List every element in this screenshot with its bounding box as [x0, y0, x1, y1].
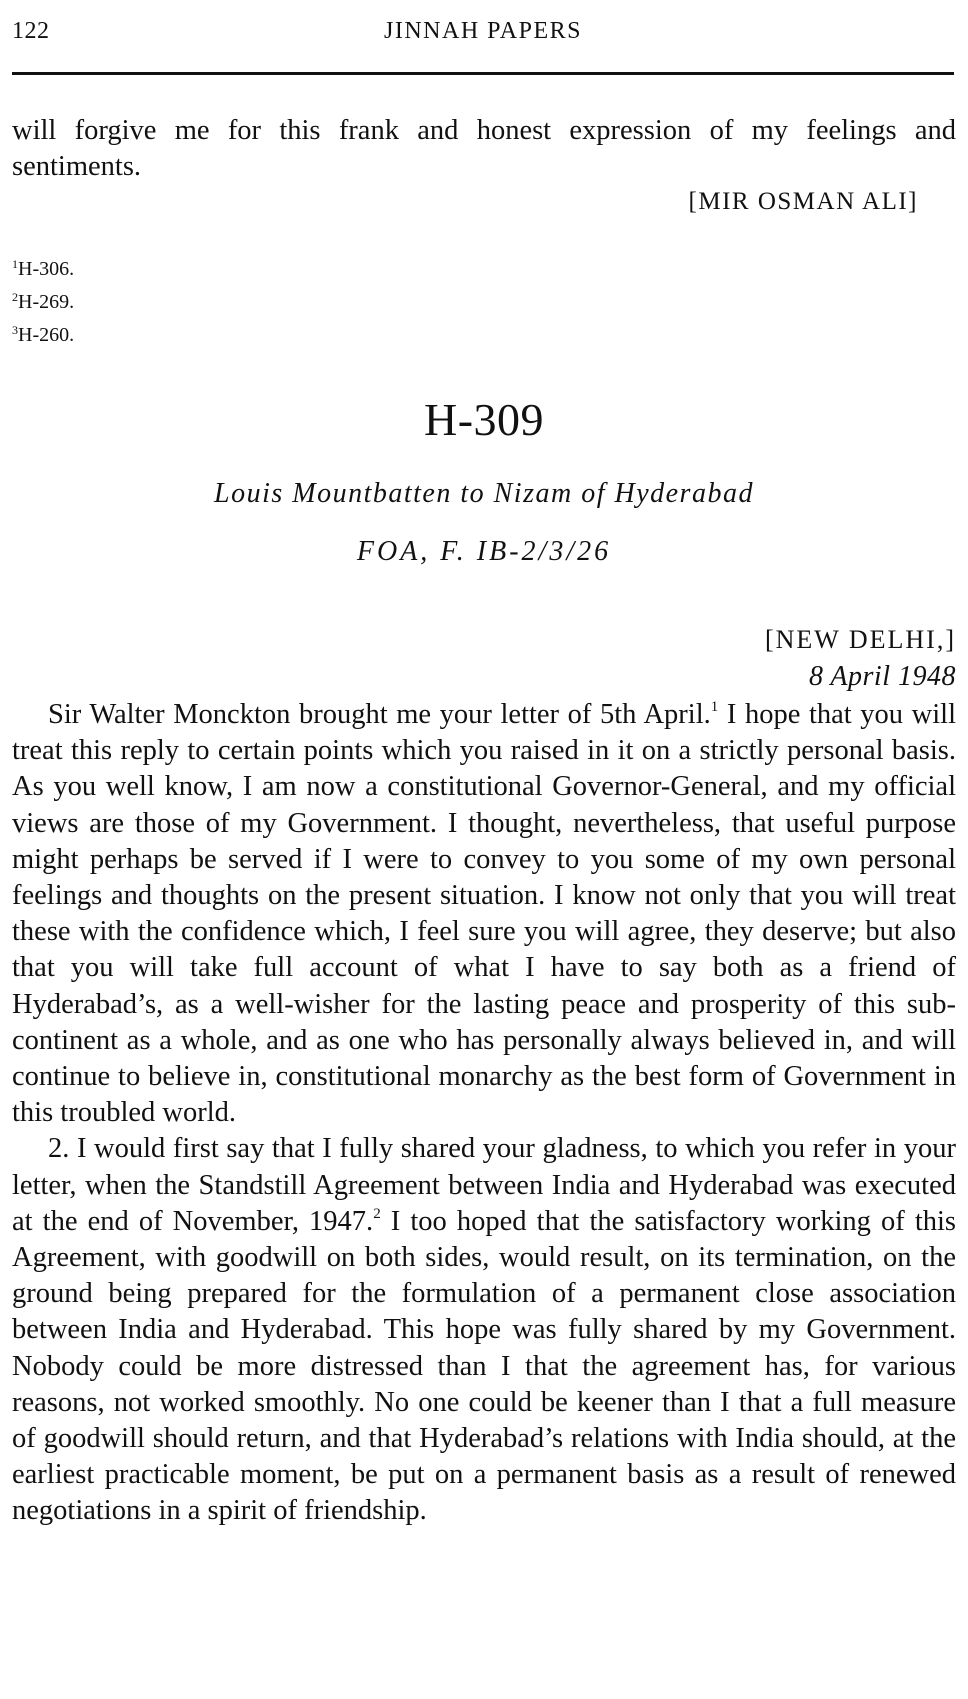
footnote-text: H-269.: [18, 291, 75, 313]
footnote-text: H-260.: [18, 324, 75, 346]
paragraph-2-text-b: I too hoped that the satisfactory working of this Agreement, with goodwill on both sides, would result, on its termination, on the ground being prepared for the formulation of a permanent close association between India and Hyderabad. This hope was fully shared by my Government. Nobody could be more distressed than I that the agreement has, for various reasons, not worked smoothly. No one could be keener than I that a full measure of goodwill should return, and that Hyderabad’s relations with India should, at the earliest practicable moment, be put on a permanent basis as a result of renewed negotiations in a spirit of friendship.: [12, 1205, 956, 1527]
footnote: [12, 316, 74, 349]
running-head: [12, 18, 954, 52]
letter-place: [NEW DELHI,]: [764, 625, 956, 654]
paragraph-1: [12, 697, 956, 1131]
letter-body: [12, 697, 956, 1530]
footnote-reference-mark: 2: [373, 1205, 381, 1222]
carryover-text: will forgive me for this frank and honest expression of my feelings and sentiments.: [12, 115, 956, 183]
paragraph-1-text-b: I hope that you will treat this reply to certain points which you raised in it on a strictly personal basis. As you well know, I am now a constitutional Governor-General, and my official views are those of my Government. I thought, nevertheless, that useful purpose might perhaps be served if I were to convey to you some of my own personal feelings and thoughts on the present situation. I know not only that you will treat these with the confidence which, I feel sure you will agree, they deserve; but also that you will take full account of what I have to say both as a friend of Hyderabad’s, as a well-wisher for the lasting peace and prosperity of this sub-continent as a whole, and as one who has personally always believed in, and will continue to believe in, constitutional monarchy as the best form of Government in this troubled world.: [12, 699, 956, 1129]
footnote-reference-mark: 1: [710, 699, 719, 715]
paragraph-1-text-a: Sir Walter Monckton brought me your letter of 5th April.: [48, 699, 711, 730]
footnote-text: H-306.: [18, 258, 75, 280]
document-source: FOA, F. IB-2/3/26: [356, 536, 612, 567]
paragraph-2: [12, 1131, 956, 1529]
carryover-paragraph: [12, 113, 956, 185]
footnote: [12, 283, 74, 316]
footnote-mark: 1: [12, 257, 18, 271]
letter-date: 8 April 1948: [808, 661, 956, 692]
document-number: H-309: [423, 394, 545, 445]
footnote: [12, 250, 74, 283]
book-title: JINNAH PAPERS: [384, 18, 582, 44]
paragraph-2-text-a: 2. I would first say that I fully shared your gladness, to which you refer in your letter, when the Standstill Agreement between India and Hyderabad was executed at the end of November, 1947.: [12, 1133, 956, 1237]
signature: [MIR OSMAN ALI]: [688, 188, 918, 215]
footnote-mark: 3: [12, 323, 18, 337]
footnote-mark: 2: [12, 290, 18, 304]
footnotes: [12, 250, 74, 349]
page-number: 122: [12, 18, 50, 44]
footnote-reference: [373, 1206, 381, 1237]
document-heading: Louis Mountbatten to Nizam of Hyderabad: [214, 478, 754, 509]
header-rule: [12, 72, 954, 75]
